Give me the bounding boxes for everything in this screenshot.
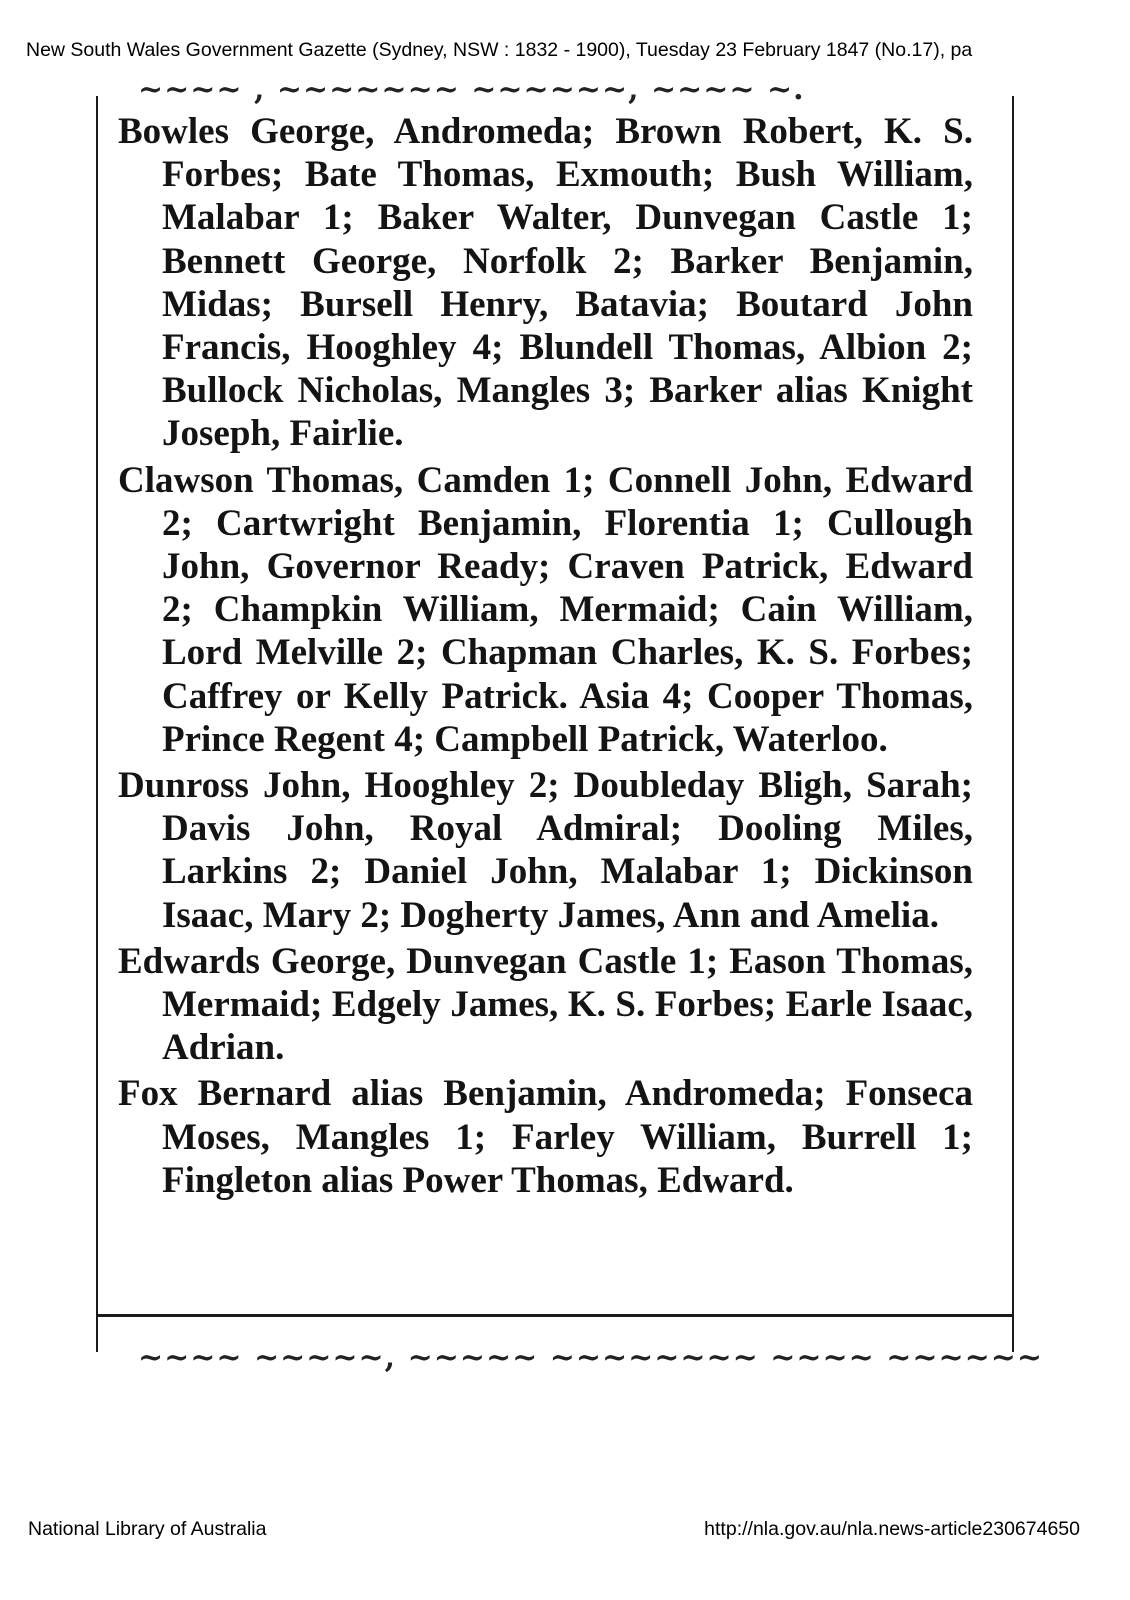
newspaper-clipping — [96, 72, 1044, 1375]
convict-list — [118, 110, 973, 1205]
page-footer — [0, 1518, 1130, 1544]
article-citation-header: New South Wales Government Gazette (Sydney, NSW : 1832 - 1900), Tuesday 23 February 1847 (No.17), pa — [26, 39, 973, 61]
entry-letter-b: Bowles George, Andromeda; Brown Robert, K. S. Forbes; Bate Thomas, Exmouth; Bush William, Malabar 1; Baker Walter, Dunvegan Castle 1; Bennett George, Norfolk 2; Barker Benjamin, Midas; Bursell Henry, Batavia; Boutard John Francis, Hooghley 4; Blundell Thomas, Albion 2; Bullock Nicholas, Mangles 3; Barker alias Knight Joseph, Fairlie. — [118, 111, 973, 455]
entry-letter-f: Fox Bernard alias Benjamin, Andromeda; Fonseca Moses, Mangles 1; Farley William, Burrell 1; Fingleton alias Power Thomas, Edward. — [118, 1073, 973, 1201]
cut-off-text-bottom: ~~~~ ~~~~~, ~~~~~ ~~~~~~~~ ~~~~ ~~~~~~ — [138, 1340, 1044, 1375]
cut-off-text-top: ~~~~ , ~~~~~~~ ~~~~~~, ~~~~ ~. — [138, 72, 805, 107]
article-url[interactable]: http://nla.gov.au/nla.news-article230674650 — [704, 1518, 1080, 1540]
entry-letter-e: Edwards George, Dunvegan Castle 1; Eason Thomas, Mermaid; Edgely James, K. S. Forbes; Earle Isaac, Adrian. — [118, 940, 973, 1069]
publisher-name: National Library of Australia — [28, 1518, 267, 1540]
section-divider-rule — [98, 1314, 1012, 1317]
entry-letter-c: Clawson Thomas, Camden 1; Connell John, Edward 2; Cartwright Benjamin, Florentia 1; Cullough John, Governor Ready; Craven Patrick, Edward 2; Champkin William, Mermaid; Cain William, Lord Melville 2; Chapman Charles, K. S. Forbes; Caffrey or Kelly Patrick. Asia 4; Cooper Thomas, Prince Regent 4; Campbell Patrick, Waterloo. — [118, 459, 973, 760]
entry-letter-d: Dunross John, Hooghley 2; Doubleday Bligh, Sarah; Davis John, Royal Admiral; Dooling Miles, Larkins 2; Daniel John, Malabar 1; Dickinson Isaac, Mary 2; Dogherty James, Ann and Amelia. — [118, 765, 973, 936]
